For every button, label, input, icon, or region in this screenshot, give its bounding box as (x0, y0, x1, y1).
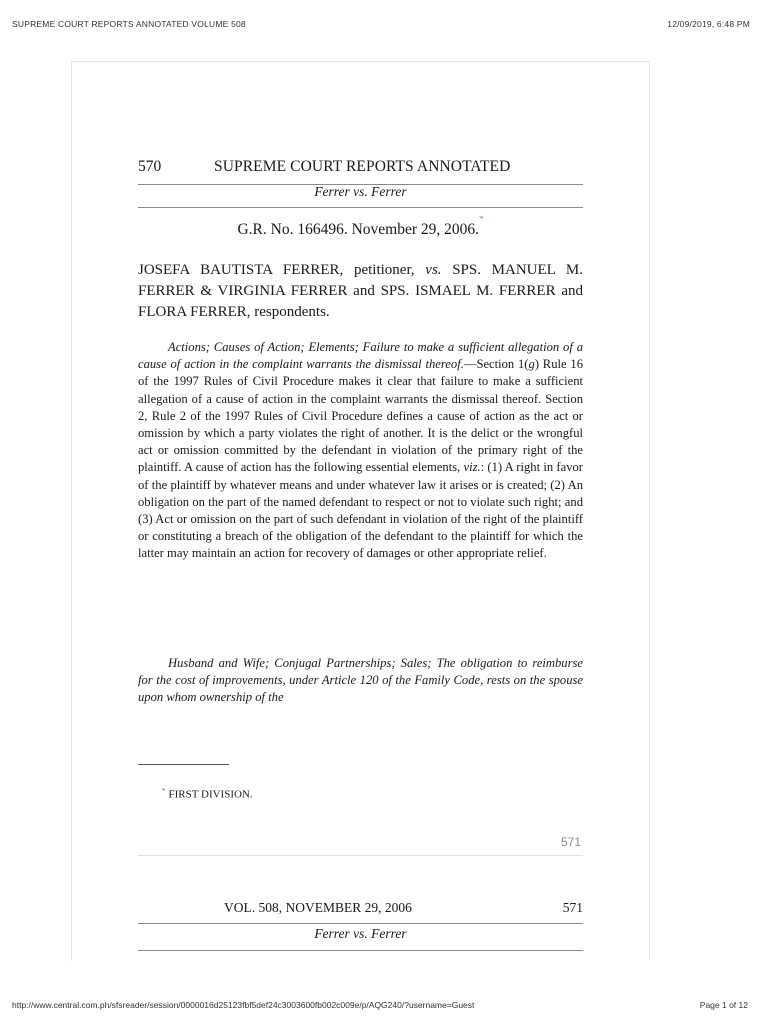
next-page-number: 571 (562, 900, 583, 915)
page-break-marker: 571 (560, 835, 581, 849)
next-case-title: Ferrer vs. Ferrer (314, 926, 407, 941)
gr-number-text: G.R. No. 166496. November 29, 2006. (237, 221, 480, 239)
print-header-timestamp: 12/09/2019, 6:48 PM (667, 19, 750, 29)
versus: vs. (425, 262, 442, 278)
syllabus-heading-2: Husband and Wife; Conjugal Partnerships; Sales; The obligation to reimburse for the cost of improvements, under Article 120 of the Family Code, rests on the spouse upon whom ownership of the (138, 656, 583, 705)
print-footer (0, 990, 768, 1024)
volume-line: VOL. 508, NOVEMBER 29, 2006 (224, 900, 412, 915)
case-title: Ferrer vs. Ferrer (314, 184, 407, 199)
footnote-mark: * (162, 787, 166, 795)
syllabus-paragraph-1: Actions; Causes of Action; Elements; Failure to make a sufficient allegation of a cause of action in the complaint warrants the dismissal thereof.—Section 1(g) Rule 16 of the 1997 Rules of Civil Procedure makes it clear that failure to make a sufficient allegation of a cause of action in the complaint warrants the dismissal thereof. Section 2, Rule 2 of the 1997 Rules of Civil Procedure defines a cause of action as the act or omission by which a party violates the right of another. It is the delict or the wrongful act or omission committed by the defendant in violation of the primary right of the plaintiff. A cause of action has the following essential elements, viz.: (1) A right in favor of the plaintiff by whatever means and under whatever law it arises or is created; (2) An obligation on the part of the named defendant to respect or not to violate such right; and (3) Act or omission on the part of such defendant in violation of the right of the plaintiff or constituting a breach of the obligation of the defendant to the plaintiff for which the latter may maintain an action for recovery of damages or other appropriate relief. (138, 340, 583, 561)
next-header-rule-top (138, 923, 583, 924)
petitioner: JOSEFA BAUTISTA FERRER, petitioner, (138, 262, 415, 278)
syllabus-heading-1: Actions; Causes of Action; Elements; Failure to make a sufficient allegation of a cause of action in the complaint warrants the dismissal thereof. (138, 340, 583, 372)
page-number: 570 (138, 158, 162, 175)
source-url[interactable]: http://www.central.com.ph/sfsreader/session/0000016d25123fbf5def24c3003600fb002c009e/p/AQG240/?username=Guest (12, 1000, 475, 1010)
running-head-next (138, 900, 583, 920)
print-header-title: SUPREME COURT REPORTS ANNOTATED VOLUME 508 (12, 19, 246, 29)
footnote (162, 787, 253, 801)
footnote-link[interactable]: * (479, 214, 484, 224)
document-page (71, 61, 650, 961)
gr-number (138, 214, 583, 239)
journal-title: SUPREME COURT REPORTS ANNOTATED (214, 158, 511, 175)
footnote-rule (138, 764, 229, 765)
respondents: SPS. MANUEL M. FERRER & VIRGINIA FERRER and SPS. ISMAEL M. FERRER and FLORA FERRER, respondents. (138, 262, 584, 320)
header-rule-bottom (138, 207, 583, 208)
next-header-rule-bottom (138, 950, 583, 951)
page-count: Page 1 of 12 (699, 1000, 748, 1010)
page-separator (138, 855, 583, 856)
parties (138, 260, 583, 323)
print-header (0, 0, 768, 40)
syllabus-paragraph-2 (138, 655, 583, 707)
running-head (138, 158, 583, 180)
footnote-text: FIRST DIVISION. (168, 788, 253, 801)
